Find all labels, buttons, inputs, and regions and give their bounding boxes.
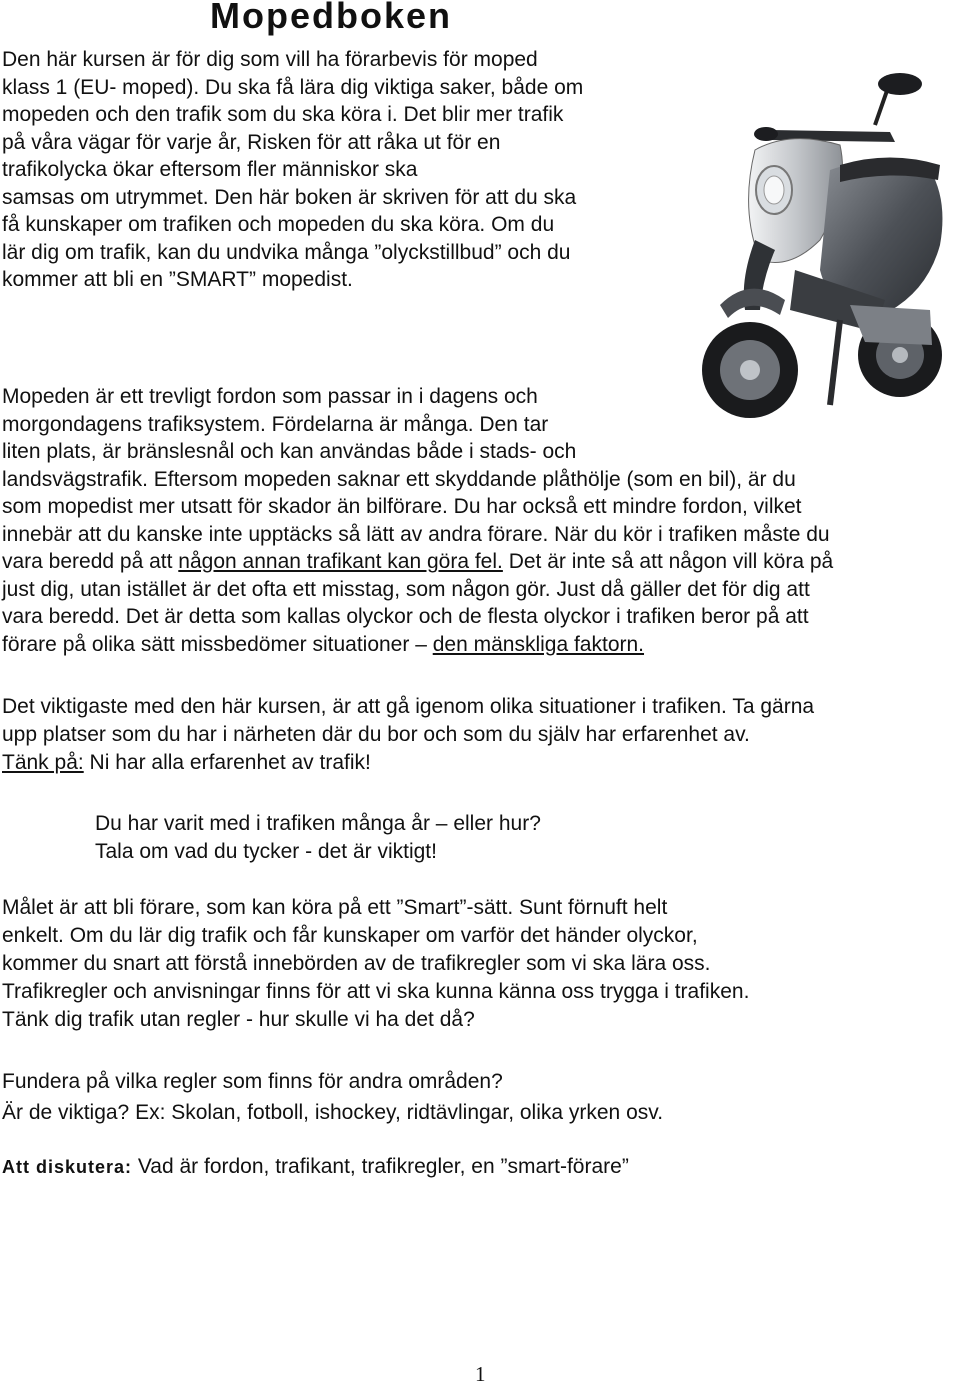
text-line: morgondagens trafiksystem. Fördelarna är många. Den tar: [2, 412, 549, 436]
text-line: på våra vägar för varje år, Risken för att råka ut för en: [2, 130, 501, 154]
discussion-text: Vad är fordon, trafikant, trafikregler, en ”smart-förare”: [132, 1155, 629, 1178]
intro-paragraph: [2, 46, 702, 294]
page-number: 1: [475, 1362, 486, 1386]
body-paragraph: [2, 383, 960, 658]
text-line: få kunskaper om trafiken och mopeden du ska köra. Om du: [2, 213, 555, 236]
text-line: upp platser som du har i närheten där du bor och som du själv har erfarenhet av.: [2, 723, 750, 746]
text-line: Den här kursen är för dig som vill ha förarbevis för moped: [2, 48, 538, 71]
text-line: samsas om utrymmet. Den här boken är skriven för att du ska: [2, 185, 577, 209]
text-run: Det är inte så att någon vill köra på: [502, 550, 834, 573]
body-paragraph: [2, 693, 814, 777]
text-line: Målet är att bli förare, som kan köra på ett ”Smart”-sätt. Sunt förnuft helt: [2, 896, 668, 919]
indented-quote: [95, 810, 541, 866]
text-line: Tänk dig trafik utan regler - hur skulle vi ha det då?: [2, 1008, 475, 1031]
body-paragraph: [2, 1066, 663, 1128]
text-line: vara beredd. Det är detta som kallas olyckor och de flesta olyckor i trafiken beror på att: [2, 605, 809, 628]
text-line: Det viktigaste med den här kursen, är att gå igenom olika situationer i trafiken. Ta gärna: [2, 695, 815, 718]
underlined-text: någon annan trafikant kan göra fel.: [178, 550, 503, 573]
text-line: kommer att bli en ”SMART” mopedist.: [2, 268, 353, 291]
text-line: enkelt. Om du lär dig trafik och får kunskaper om varför det händer olyckor,: [2, 924, 698, 947]
text-line: Fundera på vilka regler som finns för andra områden?: [2, 1070, 503, 1093]
text-line: just dig, utan istället är det ofta ett misstag, som någon gör. Just då gäller det för dig att: [2, 577, 810, 601]
text-line: lär dig om trafik, kan du undvika många ”olyckstillbud” och du: [2, 240, 571, 264]
text-line: liten plats, är bränslesnål och kan användas både i stads- och: [2, 440, 577, 463]
text-line: som mopedist mer utsatt för skador än bilförare. Du har också ett mindre fordon, vilket: [2, 495, 802, 518]
text-line: Är de viktiga? Ex: Skolan, fotboll, ishockey, ridtävlingar, olika yrken osv.: [2, 1101, 664, 1124]
page-title: Mopedboken: [210, 0, 452, 36]
text-line: innebär att du kanske inte upptäcks så lätt av andra förare. När du kör i trafiken måste du: [2, 522, 830, 546]
discussion-prompt: [2, 1153, 629, 1181]
text-line: Trafikregler och anvisningar finns för att vi ska kunna känna oss trygga i trafiken.: [2, 980, 750, 1003]
text-run: förare på olika sätt missbedömer situationer –: [2, 632, 433, 656]
text-run: Ni har alla erfarenhet av trafik!: [83, 751, 371, 774]
underlined-text: den mänskliga faktorn.: [432, 632, 645, 656]
text-run: vara beredd på att: [2, 550, 179, 573]
text-line: klass 1 (EU- moped). Du ska få lära dig viktiga saker, både om: [2, 75, 584, 99]
text-line: Mopeden är ett trevligt fordon som passar in i dagens och: [2, 385, 538, 408]
text-line: mopeden och den trafik som du ska köra i. Det blir mer trafik: [2, 103, 564, 126]
text-line: kommer du snart att förstå innebörden av de trafikregler som vi ska lära oss.: [2, 952, 711, 975]
text-line: [2, 548, 960, 576]
discussion-label: Att diskutera:: [2, 1157, 133, 1177]
text-line: trafikolycka ökar eftersom fler människor ska: [2, 158, 418, 181]
text-line: Tala om vad du tycker - det är viktigt!: [95, 840, 437, 863]
text-line: [2, 749, 814, 777]
underlined-text: Tänk på:: [2, 751, 84, 774]
text-line: landsvägstrafik. Eftersom mopeden saknar ett skyddande plåthölje (som en bil), är du: [2, 467, 796, 491]
body-paragraph: [2, 894, 749, 1034]
text-line: Du har varit med i trafiken många år – eller hur?: [95, 812, 541, 835]
text-line: [2, 631, 960, 659]
